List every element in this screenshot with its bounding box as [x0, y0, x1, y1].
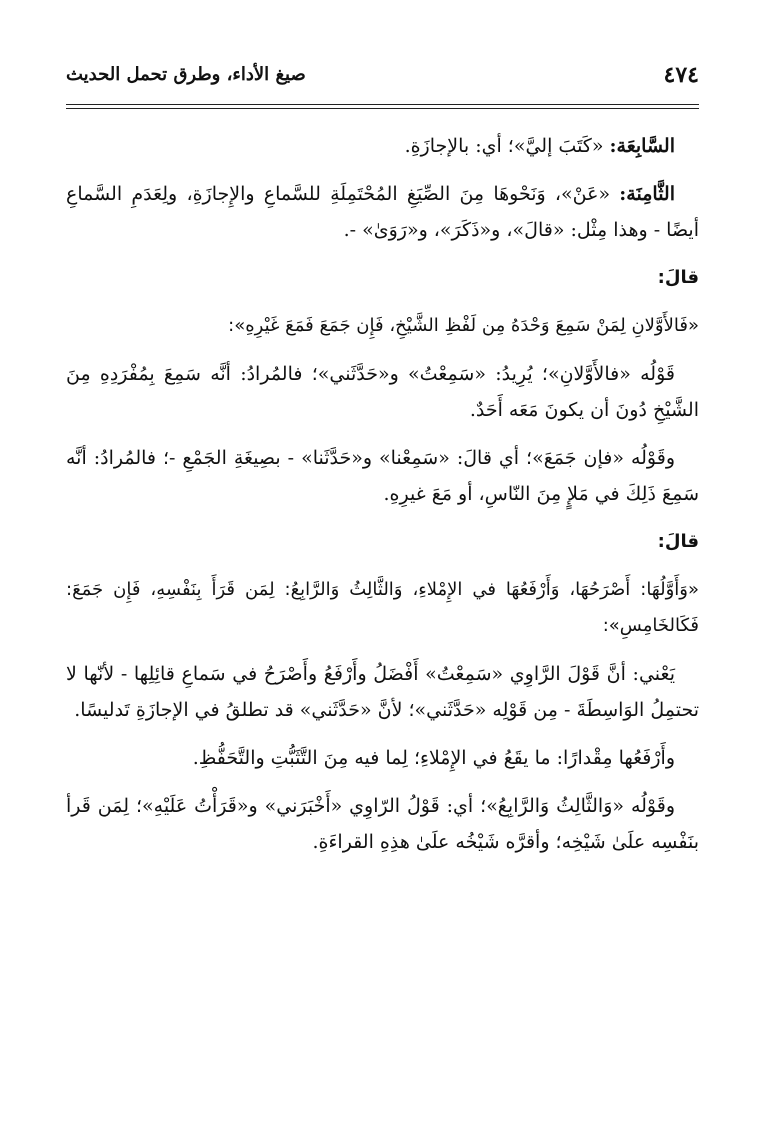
- qal-heading: قالَ:: [657, 531, 699, 552]
- commentary-paragraph: وأَرْفَعُها مِقْدارًا: ما يقَعُ في الإِمْلاءِ؛ لِما فيه مِنَ التَّثَبُّتِ والتَّحَفُّظِ.: [192, 747, 675, 769]
- matn-quote: «فَالأَوَّلانِ لِمَنْ سَمِعَ وَحْدَهُ مِن لَفْظِ الشَّيْخِ، فَإِن جَمَعَ فَمَعَ غَيْرِهِ»:: [228, 315, 699, 336]
- page-body: [66, 128, 699, 872]
- qal-heading: قالَ:: [657, 267, 699, 288]
- commentary-paragraph: وقَوْلُه «فإن جَمَعَ»؛ أي قالَ: «سَمِعْنا» و«حَدَّثَنا» - بصِيغَةِ الجَمْعِ -؛ فالمُرادُ: أنَّه سَمِعَ ذَلِكَ في مَلإٍ مِنَ النّاسِ، أو مَعَ غيرِهِ.: [66, 447, 699, 505]
- commentary-paragraph: وقَوْلُه «وَالثَّالِثُ وَالرَّابِعُ»؛ أي: قَوْلُ الرّاوِي «أَخْبَرَني» و«قَرَأْتُ عَلَيْهِ»؛ لِمَن قَرأ بنَفْسِه علَىٰ شَيْخِه؛ وأقرَّه شَيْخُه علَىٰ هذِهِ القراءَةِ.: [66, 795, 699, 853]
- running-title: صيغ الأداء، وطرق تحمل الحديث: [66, 64, 306, 85]
- term-label: الثَّامِنَة:: [619, 183, 675, 205]
- header-rule: [66, 104, 699, 109]
- matn-quote: «وَأَوَّلُهَا: أَصْرَحُهَا، وَأَرْفَعُهَا في الإِمْلاءِ، وَالثَّالِثُ وَالرَّابِعُ: لِمَن قَرَأَ بِنَفْسِهِ، فَإِن جَمَعَ: فَكَالخَامِسِ»:: [66, 579, 699, 636]
- page-number: ٤٧٤: [663, 62, 699, 88]
- paragraph-eighth: [66, 176, 699, 248]
- paragraph-seventh: [66, 128, 699, 164]
- commentary-paragraph: يَعْني: أنَّ قَوْلَ الرَّاوِي «سَمِعْتُ» أَفْضَلُ وأَرْفَعُ وأَصْرَحُ في سَماعِ قائِلِها - لأنّها لا تحتمِلُ الوَاسِطَةَ - مِن قَوْلِه «حَدَّثَني»؛ لأنَّ «حَدَّثَني» قد تطلقُ في الإجازَةِ تَدليسًا.: [66, 663, 699, 721]
- commentary-paragraph: قَوْلُه «فالأَوَّلانِ»؛ يُرِيدُ: «سَمِعْتُ» و«حَدَّثَني»؛ فالمُرادُ: أنَّه سَمِعَ بِمُفْرَدِهِ مِنَ الشَّيْخِ دُونَ أن يكونَ مَعَه أَحَدٌ.: [66, 363, 699, 421]
- term-label: السَّابِعَة:: [609, 135, 675, 157]
- paragraph-text: «عَنْ»، وَنَحْوهَا مِنَ الصِّيَغِ المُحْتَمِلَةِ للسَّماعِ والإِجازَةِ، ولِعَدَمِ السَّماعِ أيضًا - وهذا مِثْل: «قالَ»، و«ذَكَرَ»، و«رَوَىٰ» -.: [66, 183, 699, 241]
- page-header: [66, 58, 699, 98]
- paragraph-text: «كَتَبَ إليَّ»؛ أي: بالإجازَةِ.: [404, 135, 610, 157]
